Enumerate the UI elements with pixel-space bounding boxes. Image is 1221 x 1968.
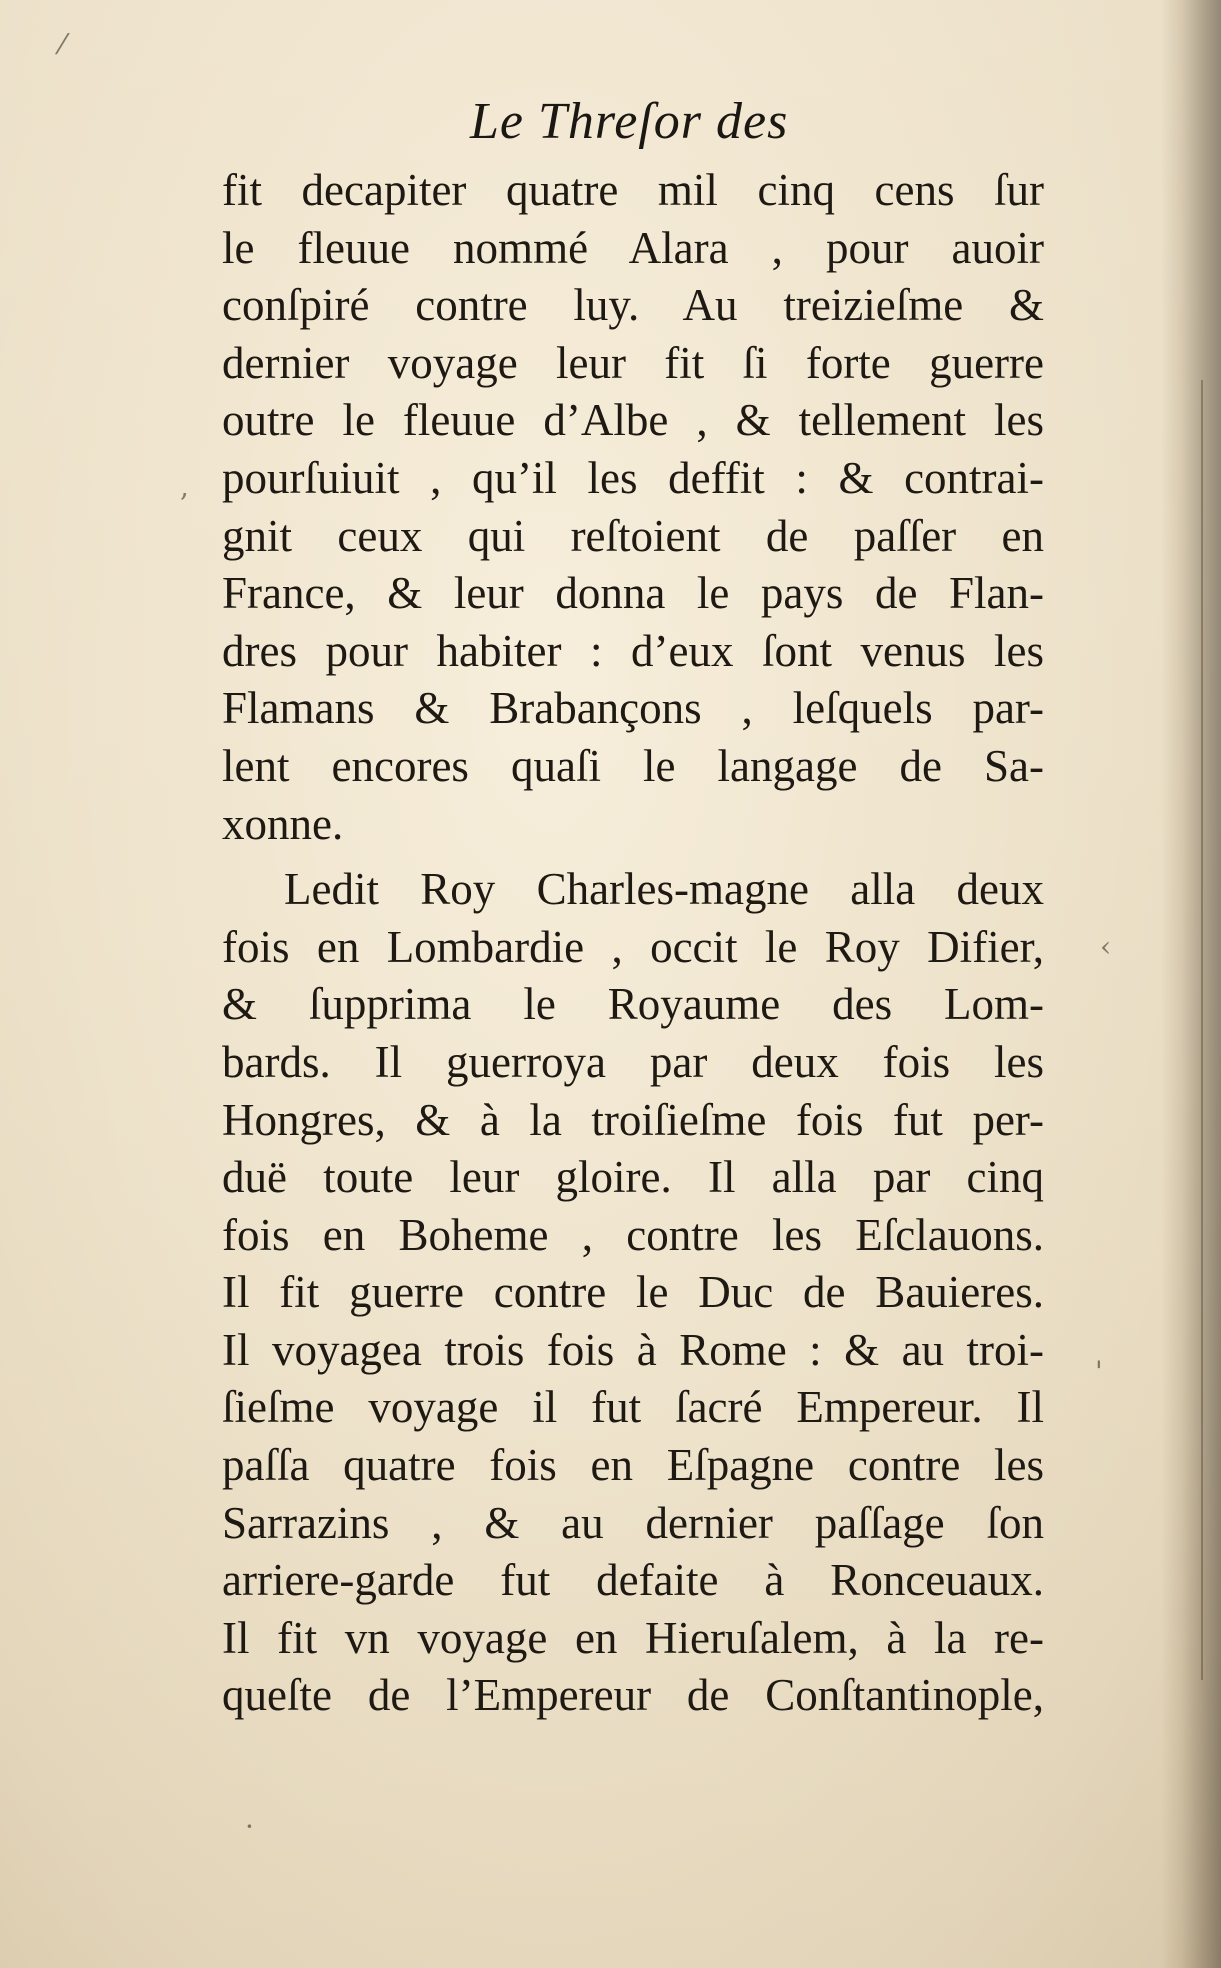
text-line: ſieſme voyage il fut ſacré Empereur. Il (222, 1382, 1044, 1433)
text-line: pourſuiuit , qu’il les deffit : & contrai- (222, 452, 1044, 503)
text-line: le fleuue nommé Alara , pour auoir (222, 222, 1044, 273)
text-line: Flamans & Brabançons , leſquels par- (222, 683, 1044, 734)
text-line: Il fit vn voyage en Hieruſalem, à la re- (222, 1612, 1044, 1663)
text-line: France, & leur donna le pays de Flan- (222, 568, 1044, 619)
page-gutter-shadow (1161, 0, 1221, 1968)
text-line: fois en Boheme , contre les Eſclauons. (222, 1209, 1044, 1260)
text-line: xonne. (222, 798, 344, 849)
text-line: Il fit guerre contre le Duc de Bauieres. (222, 1267, 1044, 1318)
text-line: dernier voyage leur fit ſi forte guerre (222, 337, 1044, 388)
paper-speck-icon: ‹ (1100, 930, 1112, 963)
text-line: dres pour habiter : d’eux ſont venus les (222, 625, 1044, 676)
paper-speck-icon: , (180, 470, 189, 503)
text-line: bards. Il guerroya par deux fois les (222, 1036, 1044, 1087)
text-line: & ſupprima le Royaume des Lom- (222, 979, 1044, 1030)
paper-speck-icon: ⁄ (60, 28, 65, 61)
text-line: fit decapiter quatre mil cinq cens ſur (222, 165, 1044, 215)
running-head: Le Threſor des (470, 93, 789, 150)
paragraph-1 (222, 162, 1044, 853)
text-line: duë toute leur gloire. Il alla par cinq (222, 1152, 1044, 1203)
paper-speck-icon: ' (1095, 1355, 1103, 1388)
paragraph-2 (222, 861, 1044, 1725)
text-line: queſte de l’Empereur de Conſtantinople, (222, 1670, 1044, 1721)
text-line: fois en Lombardie , occit le Roy Difier, (222, 921, 1044, 972)
text-line: paſſa quatre fois en Eſpagne contre les (222, 1440, 1044, 1491)
text-line: Hongres, & à la troiſieſme fois fut per- (222, 1094, 1044, 1145)
text-line: outre le fleuue d’Albe , & tellement les (222, 395, 1044, 446)
text-line: Ledit Roy Charles-magne alla deux (284, 864, 1044, 915)
text-line: gnit ceux qui reſtoient de paſſer en (222, 510, 1044, 561)
text-line: Sarrazins , & au dernier paſſage ſon (222, 1497, 1044, 1548)
text-line: lent encores quaſi le langage de Sa- (222, 740, 1044, 791)
body-text (222, 162, 1044, 1725)
page-binding-edge (1201, 380, 1203, 1680)
paragraph-gap (222, 853, 1044, 861)
text-line: arriere-garde fut defaite à Ronceuaux. (222, 1555, 1044, 1606)
paper-speck-icon: · (245, 1810, 254, 1843)
text-line: Il voyagea trois fois à Rome : & au troi- (222, 1324, 1044, 1375)
text-line: conſpiré contre luy. Au treizieſme & (222, 280, 1044, 331)
